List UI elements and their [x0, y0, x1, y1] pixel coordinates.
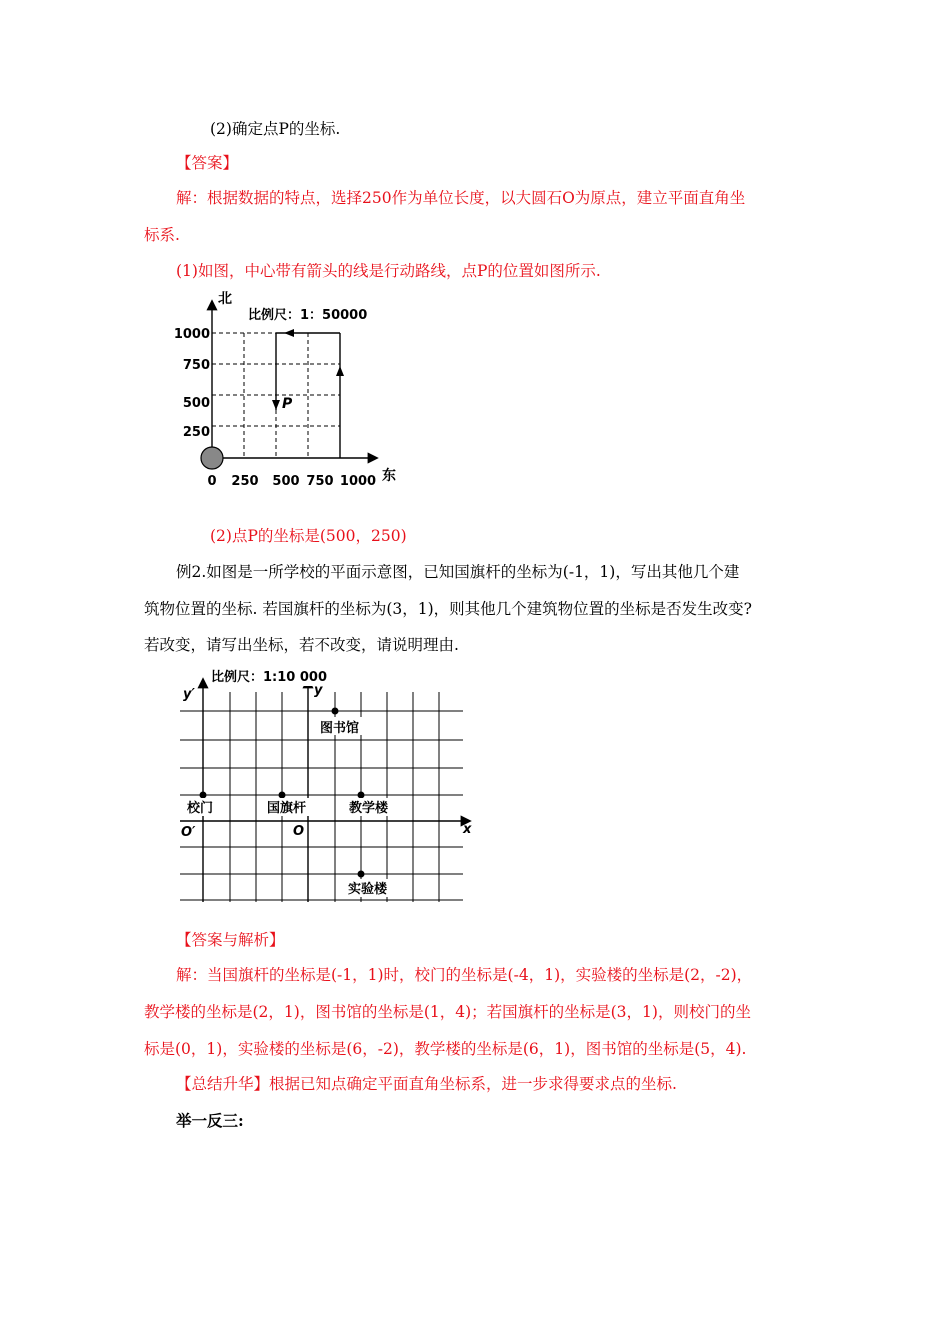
o-prime-label: O′ [181, 825, 196, 840]
solution-1-line-a: 解：根据数据的特点，选择250作为单位长度，以大圆石O为原点，建立平面直角坐 [176, 189, 746, 207]
o-label: O [293, 824, 305, 839]
practice-heading: 举一反三: [176, 1111, 244, 1130]
teaching-building-label: 教学楼 [349, 801, 389, 816]
library-point [332, 708, 339, 715]
solution-1-line-c: (1)如图，中心带有箭头的线是行动路线，点P的位置如图所示. [176, 262, 601, 280]
solution-2-line-b: 教学楼的坐标是(2，1)，图书馆的坐标是(1，4)；若国旗杆的坐标是(3，1)，则校门的坐 [144, 1003, 751, 1021]
example-2-line-a: 例2.如图是一所学校的平面示意图，已知国旗杆的坐标为(-1，1)，写出其他几个建 [176, 563, 740, 581]
y-tick-500: 500 [182, 396, 210, 411]
x-tick-750: 750 [306, 474, 334, 489]
y-label: y [314, 683, 323, 698]
route-arrow-left-icon [284, 329, 294, 337]
point-p-label: P [282, 396, 293, 412]
scale-label: 比例尺：1:10 000 [211, 670, 327, 685]
answer-heading: 【答案】 [176, 154, 239, 172]
summary-text: 【总结升华】根据已知点确定平面直角坐标系，进一步求得要求点的坐标. [176, 1075, 677, 1093]
gate-label: 校门 [187, 801, 214, 816]
school-map-figure [175, 664, 475, 904]
solution-2-line-a: 解：当国旗杆的坐标是(-1，1)时，校门的坐标是(-4，1)，实验楼的坐标是(2，-2)， [176, 966, 753, 984]
x-tick-0: 0 [207, 474, 217, 489]
route-map-figure [170, 288, 410, 498]
example-2-line-b: 筑物位置的坐标. 若国旗杆的坐标为(3，1)，则其他几个建筑物位置的坐标是否发生改变? [144, 600, 752, 618]
teaching-building-point [358, 792, 365, 799]
lab-building-point [358, 871, 365, 878]
x-label: x [463, 822, 472, 837]
answer-analysis-heading: 【答案与解析】 [176, 931, 285, 949]
solution-2-line-c: 标是(0，1)，实验楼的坐标是(6，-2)，教学楼的坐标是(6，1)，图书馆的坐标是(5，4). [144, 1040, 747, 1058]
y-tick-250: 250 [182, 425, 210, 440]
x-tick-500: 500 [272, 474, 300, 489]
scale-label: 比例尺：1：50000 [248, 308, 368, 323]
solution-1-line-d: (2)点P的坐标是(500，250) [210, 527, 407, 545]
east-label: 东 [382, 468, 396, 484]
example-2-line-c: 若改变，请写出坐标，若不改变，请说明理由. [144, 636, 459, 654]
route-arrow-up-icon [336, 366, 344, 376]
x-tick-250: 250 [231, 474, 259, 489]
north-label: 北 [218, 291, 232, 307]
solution-1-line-b: 标系. [144, 226, 180, 244]
y-prime-label: y′ [183, 687, 195, 702]
gate-point [200, 792, 207, 799]
y-tick-750: 750 [182, 358, 210, 373]
y-tick-1000: 1000 [173, 327, 210, 342]
x-tick-1000: 1000 [339, 474, 377, 489]
lab-building-label: 实验楼 [348, 882, 388, 897]
library-label: 图书馆 [320, 721, 360, 736]
flagpole-point [279, 792, 286, 799]
question-2-text: (2)确定点P的坐标. [210, 120, 341, 138]
boulder-origin-icon [201, 447, 223, 469]
flagpole-label: 国旗杆 [267, 801, 307, 816]
route-arrow-down-icon [272, 400, 280, 410]
